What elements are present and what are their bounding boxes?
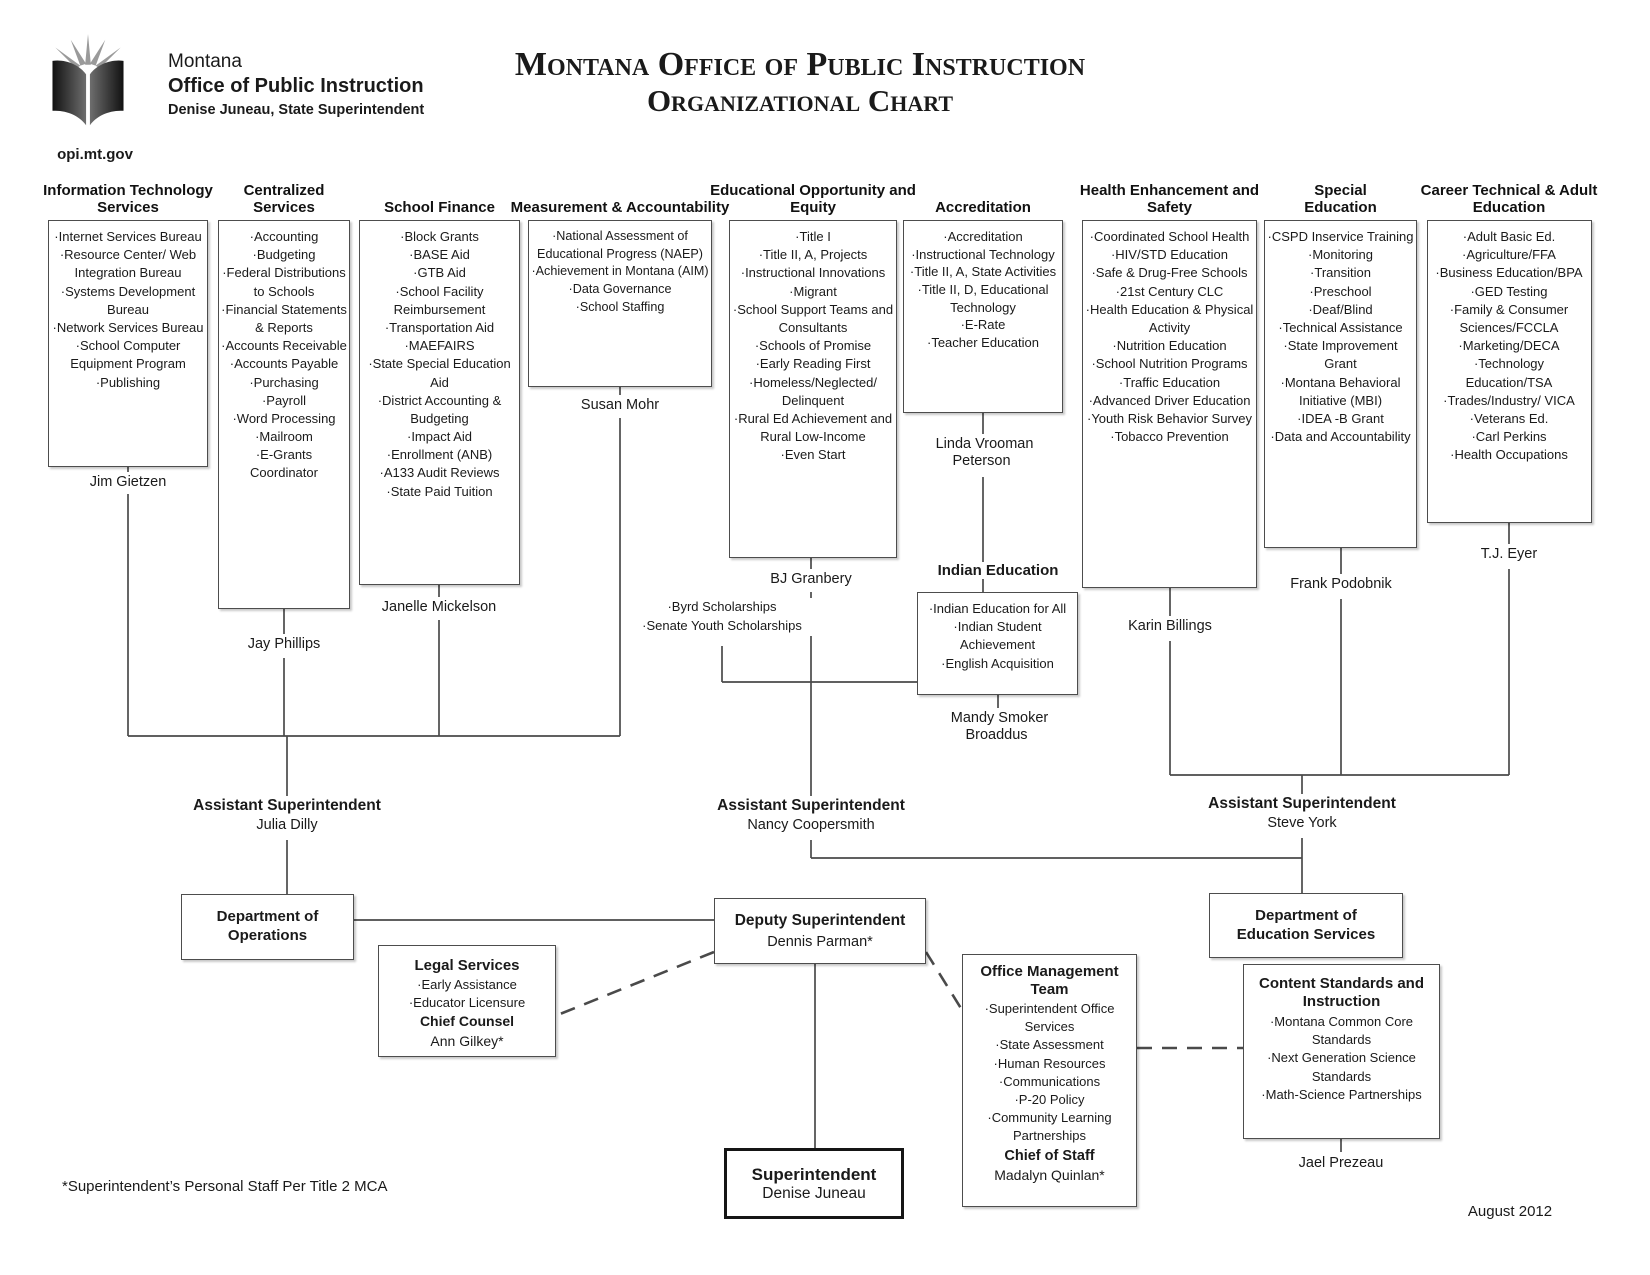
list-item: ·E-Rate (960, 317, 1006, 333)
column-header: Special Education (1304, 182, 1377, 217)
deputy-name: Dennis Parman* (767, 933, 873, 950)
legal-items (381, 976, 553, 1012)
list-item: ·State Assessment (995, 1037, 1104, 1053)
assistant-superintendent-steve-york (1172, 795, 1432, 832)
manager-jay-phillips: Jay Phillips (199, 636, 369, 653)
column-header: Measurement & Accountability (510, 199, 730, 217)
assistant-superintendent-julia-dilly (157, 797, 417, 834)
column-header: Health Enhancement and Safety (1079, 182, 1260, 217)
list-item: ·Technology Education/TSA (1465, 356, 1553, 390)
list-item: ·A133 Audit Reviews (379, 465, 500, 481)
list-item: ·School Staffing (575, 299, 665, 314)
superintendent-box (724, 1148, 904, 1219)
list-item: ·BASE Aid (409, 247, 470, 263)
list-item: ·Accreditation (943, 229, 1023, 244)
column-header: Educational Opportunity and Equity (710, 182, 916, 217)
omt-items (965, 1000, 1134, 1146)
legal-chief-counsel-name: Ann Gilkey* (430, 1032, 504, 1049)
list-item: ·Nutrition Education (1112, 338, 1227, 354)
list-item: ·HIV/STD Education (1110, 247, 1229, 263)
list-item: ·Next Generation Science Standards (1267, 1050, 1416, 1084)
column-programs-box (1082, 220, 1257, 588)
list-item: ·Human Resources (993, 1055, 1106, 1071)
legal-services-box (378, 945, 556, 1057)
list-item: ·Monitoring (1307, 247, 1374, 263)
assistant-name: Julia Dilly (256, 816, 318, 833)
list-item: ·School Computer Equipment Program (70, 338, 186, 372)
list-item: ·English Acquisition (941, 655, 1054, 671)
assistant-title: Assistant Superintendent (1208, 795, 1396, 812)
list-item: ·Indian Education for All (928, 601, 1067, 616)
assistant-title: Assistant Superintendent (717, 797, 905, 814)
column-programs-box (729, 220, 897, 558)
list-item: ·Financial Statements & Reports (221, 301, 347, 335)
list-item: ·GED Testing (1470, 283, 1548, 299)
list-item: ·E-Grants Coordinator (250, 447, 318, 481)
superintendent-name: Denise Juneau (762, 1184, 866, 1202)
list-item: ·Educator Licensure (408, 995, 526, 1011)
manager-frank-podobnik: Frank Podobnik (1256, 576, 1426, 593)
list-item: ·Schools of Promise (754, 338, 872, 354)
list-item: ·Veterans Ed. (1469, 410, 1549, 426)
list-item: ·GTB Aid (413, 265, 466, 281)
list-item: ·Federal Distributions to Schools (222, 265, 346, 299)
list-item: ·Title II, A, Projects (758, 247, 868, 263)
list-item: ·21st Century CLC (1115, 283, 1224, 299)
list-item: ·Purchasing (249, 374, 319, 390)
list-item: ·Safe & Drug-Free Schools (1091, 265, 1248, 281)
list-item: ·MAEFAIRS (404, 338, 475, 354)
list-item: ·Achievement in Montana (AIM) (531, 264, 709, 279)
list-item: ·Trades/Industry/ VICA (1443, 392, 1575, 408)
column-programs-box (1427, 220, 1592, 523)
assistant-superintendent-nancy-coopersmith (681, 797, 941, 834)
list-item: ·Coordinated School Health (1089, 229, 1250, 244)
list-item: ·Title II, A, State Activities (909, 264, 1057, 280)
list-item: ·Superintendent Office Services (984, 1001, 1115, 1035)
manager-jael-prezeau: Jael Prezeau (1256, 1155, 1426, 1172)
list-item: ·Senate Youth Scholarships (642, 617, 802, 633)
list-item: ·Carl Perkins (1471, 429, 1547, 445)
omt-chief-of-staff-label: Chief of Staff (1004, 1147, 1095, 1164)
assistant-title: Assistant Superintendent (193, 797, 381, 814)
deputy-title: Deputy Superintendent (734, 912, 906, 929)
list-item: ·National Assessment of Educational Progress (NAEP) (537, 229, 703, 261)
list-item: ·Block Grants (400, 229, 479, 244)
column-programs-box (1264, 220, 1417, 548)
department-of-education-services-box: Department of Education Services (1209, 893, 1403, 958)
list-item: ·Accounts Receivable (221, 338, 347, 354)
list-item: ·State Special Education Aid (368, 356, 511, 390)
column-header: Accreditation (935, 199, 1031, 217)
column-header: Centralized Services (243, 182, 325, 217)
logo-org-title: Office of Public Instruction (168, 74, 424, 97)
list-item: ·School Nutrition Programs (1091, 356, 1248, 372)
list-item: ·Montana Common Core Standards (1269, 1014, 1414, 1048)
page-title (460, 46, 1140, 119)
list-item: ·Enrollment (ANB) (386, 447, 493, 463)
list-item: ·Rural Ed Achievement and Rural Low-Income (733, 410, 893, 445)
list-item: ·Early Reading First (755, 356, 871, 372)
column-accreditation (883, 176, 1083, 413)
list-item: ·School Support Teams and Consultants (732, 301, 894, 335)
list-item: ·Data Governance (568, 281, 672, 296)
list-item: ·Math-Science Partnerships (1261, 1086, 1422, 1102)
list-item: ·Community Learning Partnerships (987, 1110, 1112, 1144)
list-item: ·Family & Consumer Sciences/FCCLA (1449, 301, 1569, 335)
column-programs-box (48, 220, 208, 467)
column-measurement-accountability (506, 176, 734, 387)
list-item: ·Health Occupations (1450, 447, 1568, 463)
list-item: ·Title I (795, 229, 831, 244)
column-header: School Finance (384, 199, 495, 217)
page-title-line2: Organizational Chart (646, 83, 954, 119)
list-item: ·School Facility Reimbursement (393, 283, 486, 317)
list-item: ·Advanced Driver Education (1088, 392, 1251, 408)
list-item: ·Data and Accountability (1270, 429, 1411, 445)
list-item: ·District Accounting & Budgeting (377, 392, 502, 426)
list-item: ·Preschool (1309, 283, 1372, 299)
book-logo-icon (40, 32, 136, 132)
list-item: ·Instructional Innovations (740, 265, 886, 281)
chart-date: August 2012 (1467, 1203, 1553, 1220)
manager-tj-eyer: T.J. Eyer (1424, 546, 1594, 563)
list-item: ·Health Education & Physical Activity (1085, 301, 1254, 335)
list-item: ·Internet Services Bureau (54, 229, 202, 244)
list-item: ·CSPD Inservice Training (1267, 229, 1414, 244)
manager-linda-vrooman-peterson: Linda Vrooman Peterson (908, 436, 1058, 470)
page-title-line1: Montana Office of Public Instruction (514, 46, 1086, 83)
department-of-operations-box: Department of Operations (181, 894, 354, 960)
list-item: ·Payroll (261, 392, 307, 408)
manager-susan-mohr: Susan Mohr (535, 397, 705, 414)
list-item: ·Even Start (780, 447, 846, 463)
indian-education-box (917, 592, 1078, 695)
list-item: ·Business Education/BPA (1435, 265, 1583, 281)
list-item: ·Agriculture/FFA (1462, 247, 1556, 263)
column-header: Career Technical & Adult Education (1420, 182, 1598, 217)
list-item: ·Budgeting (252, 247, 316, 263)
office-management-team-box (962, 954, 1137, 1207)
csi-items (1246, 1013, 1437, 1104)
column-programs-box (528, 220, 712, 387)
column-programs-box (218, 220, 350, 609)
manager-jim-gietzen: Jim Gietzen (43, 474, 213, 491)
list-item: ·State Improvement Grant (1283, 338, 1398, 372)
logo-website: opi.mt.gov (57, 146, 133, 163)
superintendent-title: Superintendent (751, 1164, 877, 1184)
logo-org-name: Montana (168, 51, 242, 72)
logo-superintendent-line: Denise Juneau, State Superintendent (168, 101, 425, 118)
list-item: ·Mailroom (255, 429, 313, 445)
list-item: ·Early Assistance (417, 977, 517, 992)
deputy-superintendent-box (714, 898, 926, 964)
list-item: ·Instructional Technology (911, 246, 1055, 262)
omt-chief-of-staff-name: Madalyn Quinlan* (994, 1166, 1105, 1183)
omt-title: Office Management Team (980, 963, 1119, 998)
list-item: ·Teacher Education (926, 335, 1039, 351)
footnote: *Superintendent’s Personal Staff Per Title 2 MCA (62, 1178, 388, 1195)
manager-janelle-mickelson: Janelle Mickelson (354, 599, 524, 616)
list-item: ·Accounts Payable (229, 356, 339, 372)
list-item: ·Traffic Education (1118, 374, 1221, 390)
list-item: ·State Paid Tuition (386, 483, 493, 499)
list-item: ·Marketing/DECA (1458, 338, 1560, 354)
list-item: ·Transition (1310, 265, 1371, 281)
list-item: ·Accounting (249, 229, 319, 244)
list-item: ·Resource Center/ Web Integration Bureau (59, 247, 197, 281)
list-item: ·Deaf/Blind (1308, 301, 1373, 317)
list-item: ·Network Services Bureau (52, 319, 204, 335)
legal-chief-counsel-label: Chief Counsel (419, 1013, 515, 1030)
assistant-name: Nancy Coopersmith (747, 816, 875, 833)
list-item: ·Adult Basic Ed. (1462, 229, 1556, 244)
column-header: Information Technology Services (43, 182, 213, 217)
column-programs-box (903, 220, 1063, 413)
list-item: ·Migrant (789, 283, 837, 299)
list-item: ·Communications (998, 1073, 1101, 1089)
assistant-name: Steve York (1267, 814, 1337, 831)
legal-title: Legal Services (414, 957, 520, 974)
manager-mandy-smoker-broaddus: Mandy Smoker Broaddus (923, 710, 1073, 744)
manager-bj-granbery: BJ Granbery (726, 571, 896, 588)
indian-education-header: Indian Education (937, 562, 1059, 579)
list-item: ·Systems Development Bureau (60, 283, 196, 317)
list-item: ·Impact Aid (406, 429, 473, 445)
column-career-technical-adult-education (1407, 176, 1611, 523)
list-item: ·Publishing (95, 374, 161, 390)
list-item: ·Montana Behavioral Initiative (MBI) (1280, 374, 1401, 408)
list-item: ·Transportation Aid (384, 319, 495, 335)
list-item: ·Byrd Scholarships (667, 599, 777, 614)
list-item: ·Tobacco Prevention (1110, 429, 1229, 445)
content-standards-instruction-box (1243, 964, 1440, 1139)
list-item: ·Technical Assistance (1278, 319, 1403, 335)
column-programs-box (359, 220, 520, 585)
list-item: ·Word Processing (232, 410, 336, 426)
scholarships-note (622, 598, 822, 636)
list-item: ·Homeless/Neglected/ Delinquent (749, 374, 877, 408)
list-item: ·IDEA -B Grant (1297, 410, 1384, 426)
list-item: ·P-20 Policy (1014, 1091, 1085, 1107)
list-item: ·Title II, D, Educational Technology (917, 282, 1049, 315)
list-item: ·Youth Risk Behavior Survey (1087, 410, 1252, 426)
manager-karin-billings: Karin Billings (1085, 618, 1255, 635)
csi-title: Content Standards and Instruction (1258, 975, 1424, 1010)
list-item: ·Indian Student Achievement (953, 619, 1042, 653)
